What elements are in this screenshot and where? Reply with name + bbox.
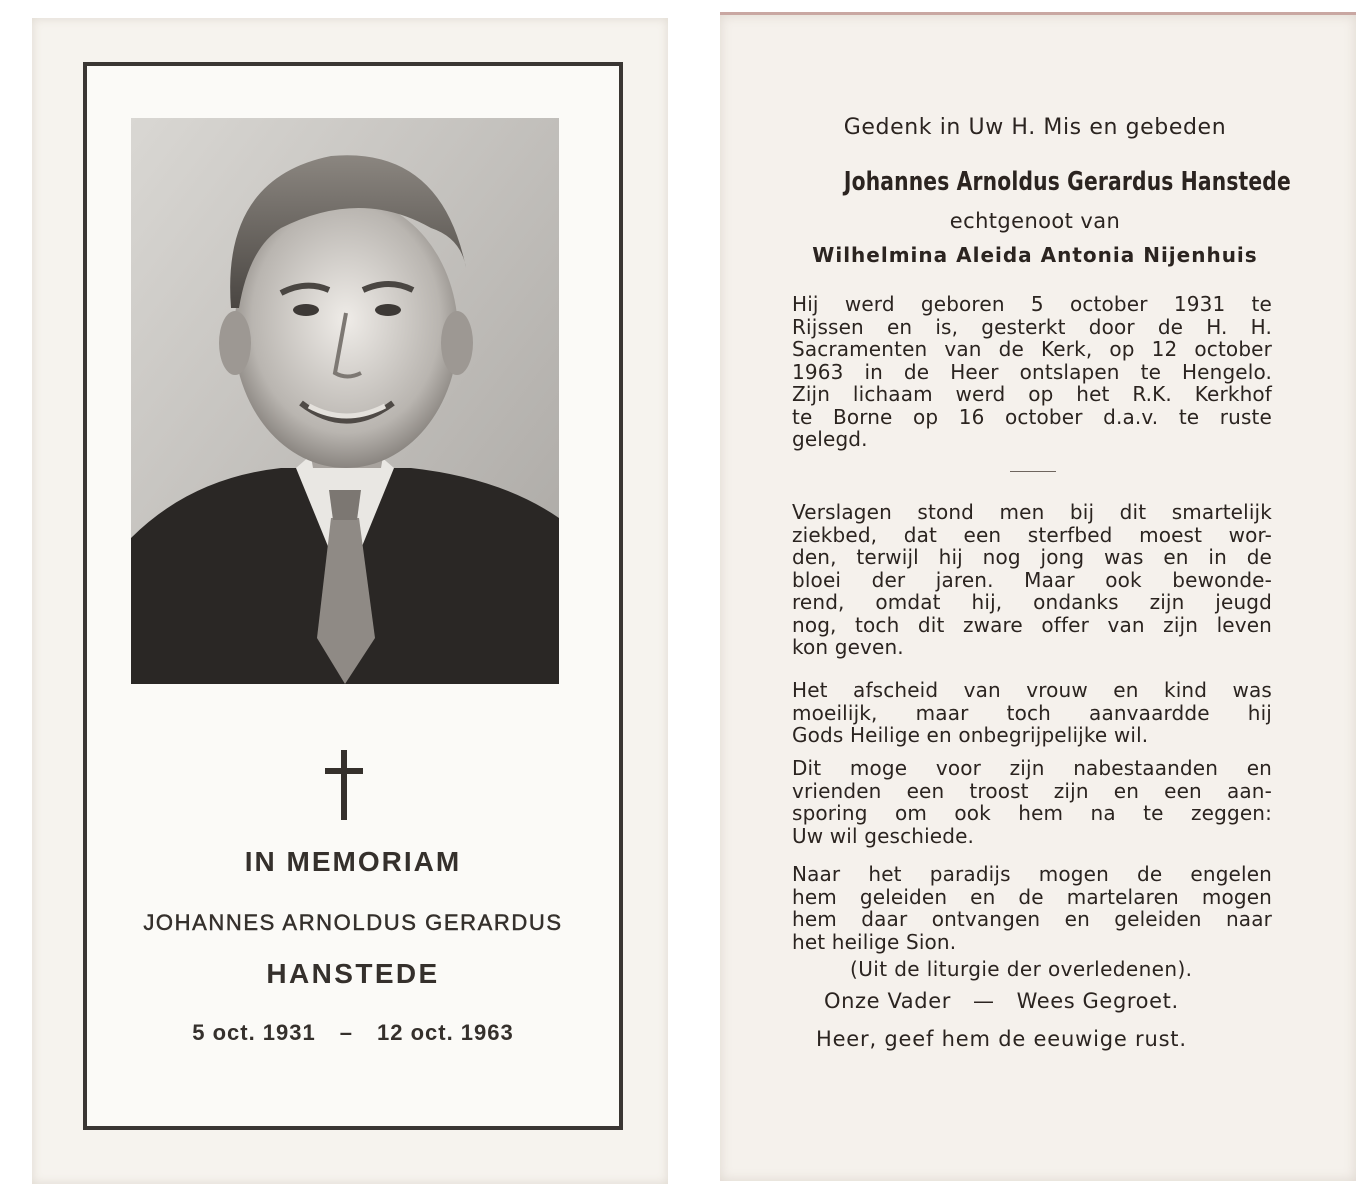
memorial-card-back	[720, 12, 1356, 1181]
life-dates	[87, 1020, 619, 1046]
spouse-label: echtgenoot van	[949, 209, 1121, 233]
prayer-our-father: Onze Vader	[824, 989, 951, 1013]
death-date: 12 oct. 1963	[377, 1020, 514, 1045]
biography-paragraph	[792, 293, 1272, 451]
text-line: Zijn lichaam werd op het R.K. Kerkhof	[792, 382, 1272, 406]
section-divider	[1010, 471, 1056, 472]
text-line: sporing om ook hem na te zeggen:	[792, 801, 1272, 825]
text-line: vrienden een troost zijn en een aan-	[792, 778, 1272, 803]
text-line: 1963 in de Heer ontslapen te Hengelo.	[792, 359, 1272, 384]
prayer-line	[824, 989, 1179, 1013]
intro-line: Gedenk in Uw H. Mis en gebeden	[843, 115, 1227, 140]
text-line: te Borne op 16 october d.a.v. te ruste	[792, 404, 1272, 429]
memorial-card-front	[32, 18, 668, 1184]
text-line: moeilijk, maar toch aanvaardde hij	[792, 700, 1272, 725]
text-line: Dit moge voor zijn nabestaanden en	[792, 756, 1272, 780]
birth-date: 5 oct. 1931	[192, 1020, 316, 1045]
cross-icon	[319, 750, 369, 820]
text-line: Verslagen stond men bij dit smartelijk	[792, 500, 1272, 524]
spouse-name: Wilhelmina Aleida Antonia Nijenhuis	[812, 243, 1258, 267]
text-line: hem geleiden en de martelaren mogen	[792, 884, 1272, 909]
text-line: Het afscheid van vrouw en kind was	[792, 678, 1272, 702]
deceased-full-name: Johannes Arnoldus Gerardus Hanstede	[843, 167, 1291, 197]
in-memoriam-heading: IN MEMORIAM	[244, 846, 462, 877]
farewell-paragraph	[792, 679, 1272, 747]
text-line: bloei der jaren. Maar ook bewonde-	[792, 567, 1272, 592]
text-line: Gods Heilige en onbegrijpelijke wil.	[792, 723, 1149, 747]
prayer-separator: —	[972, 989, 995, 1013]
prayer-hail-mary: Wees Gegroet.	[1016, 989, 1179, 1013]
text-line: Hij werd geboren 5 october 1931 te	[792, 292, 1272, 316]
closing-prayer: Heer, geef hem de eeuwige rust.	[816, 1027, 1187, 1051]
text-line: Rijssen en is, gesterkt door de H. H.	[792, 314, 1272, 339]
deceased-surname: HANSTEDE	[266, 958, 440, 989]
text-line: Uw wil geschiede.	[792, 823, 975, 848]
deceased-given-names: JOHANNES ARNOLDUS GERARDUS	[143, 910, 563, 935]
text-line: hem daar ontvangen en geleiden naar	[792, 907, 1272, 931]
text-line: rend, omdat hij, ondanks zijn jeugd	[792, 590, 1272, 614]
consolation-paragraph	[792, 757, 1272, 847]
text-line: ziekbed, dat een sterfbed moest wor-	[792, 522, 1272, 547]
memorial-frame	[83, 62, 623, 1130]
text-line: Sacramenten van de Kerk, op 12 october	[792, 337, 1272, 361]
text-line: den, terwijl hij nog jong was en in de	[792, 545, 1272, 569]
text-line: kon geven.	[792, 635, 904, 659]
reflection-paragraph	[792, 501, 1272, 659]
date-separator: –	[339, 1020, 353, 1045]
text-line: gelegd.	[792, 427, 868, 451]
portrait-photo	[131, 118, 559, 684]
text-line: het heilige Sion.	[792, 929, 957, 954]
liturgy-source: (Uit de liturgie der overledenen).	[850, 957, 1193, 981]
liturgy-paragraph	[792, 863, 1272, 953]
text-line: nog, toch dit zware offer van zijn leven	[792, 612, 1272, 637]
text-line: Naar het paradijs mogen de engelen	[792, 862, 1272, 886]
